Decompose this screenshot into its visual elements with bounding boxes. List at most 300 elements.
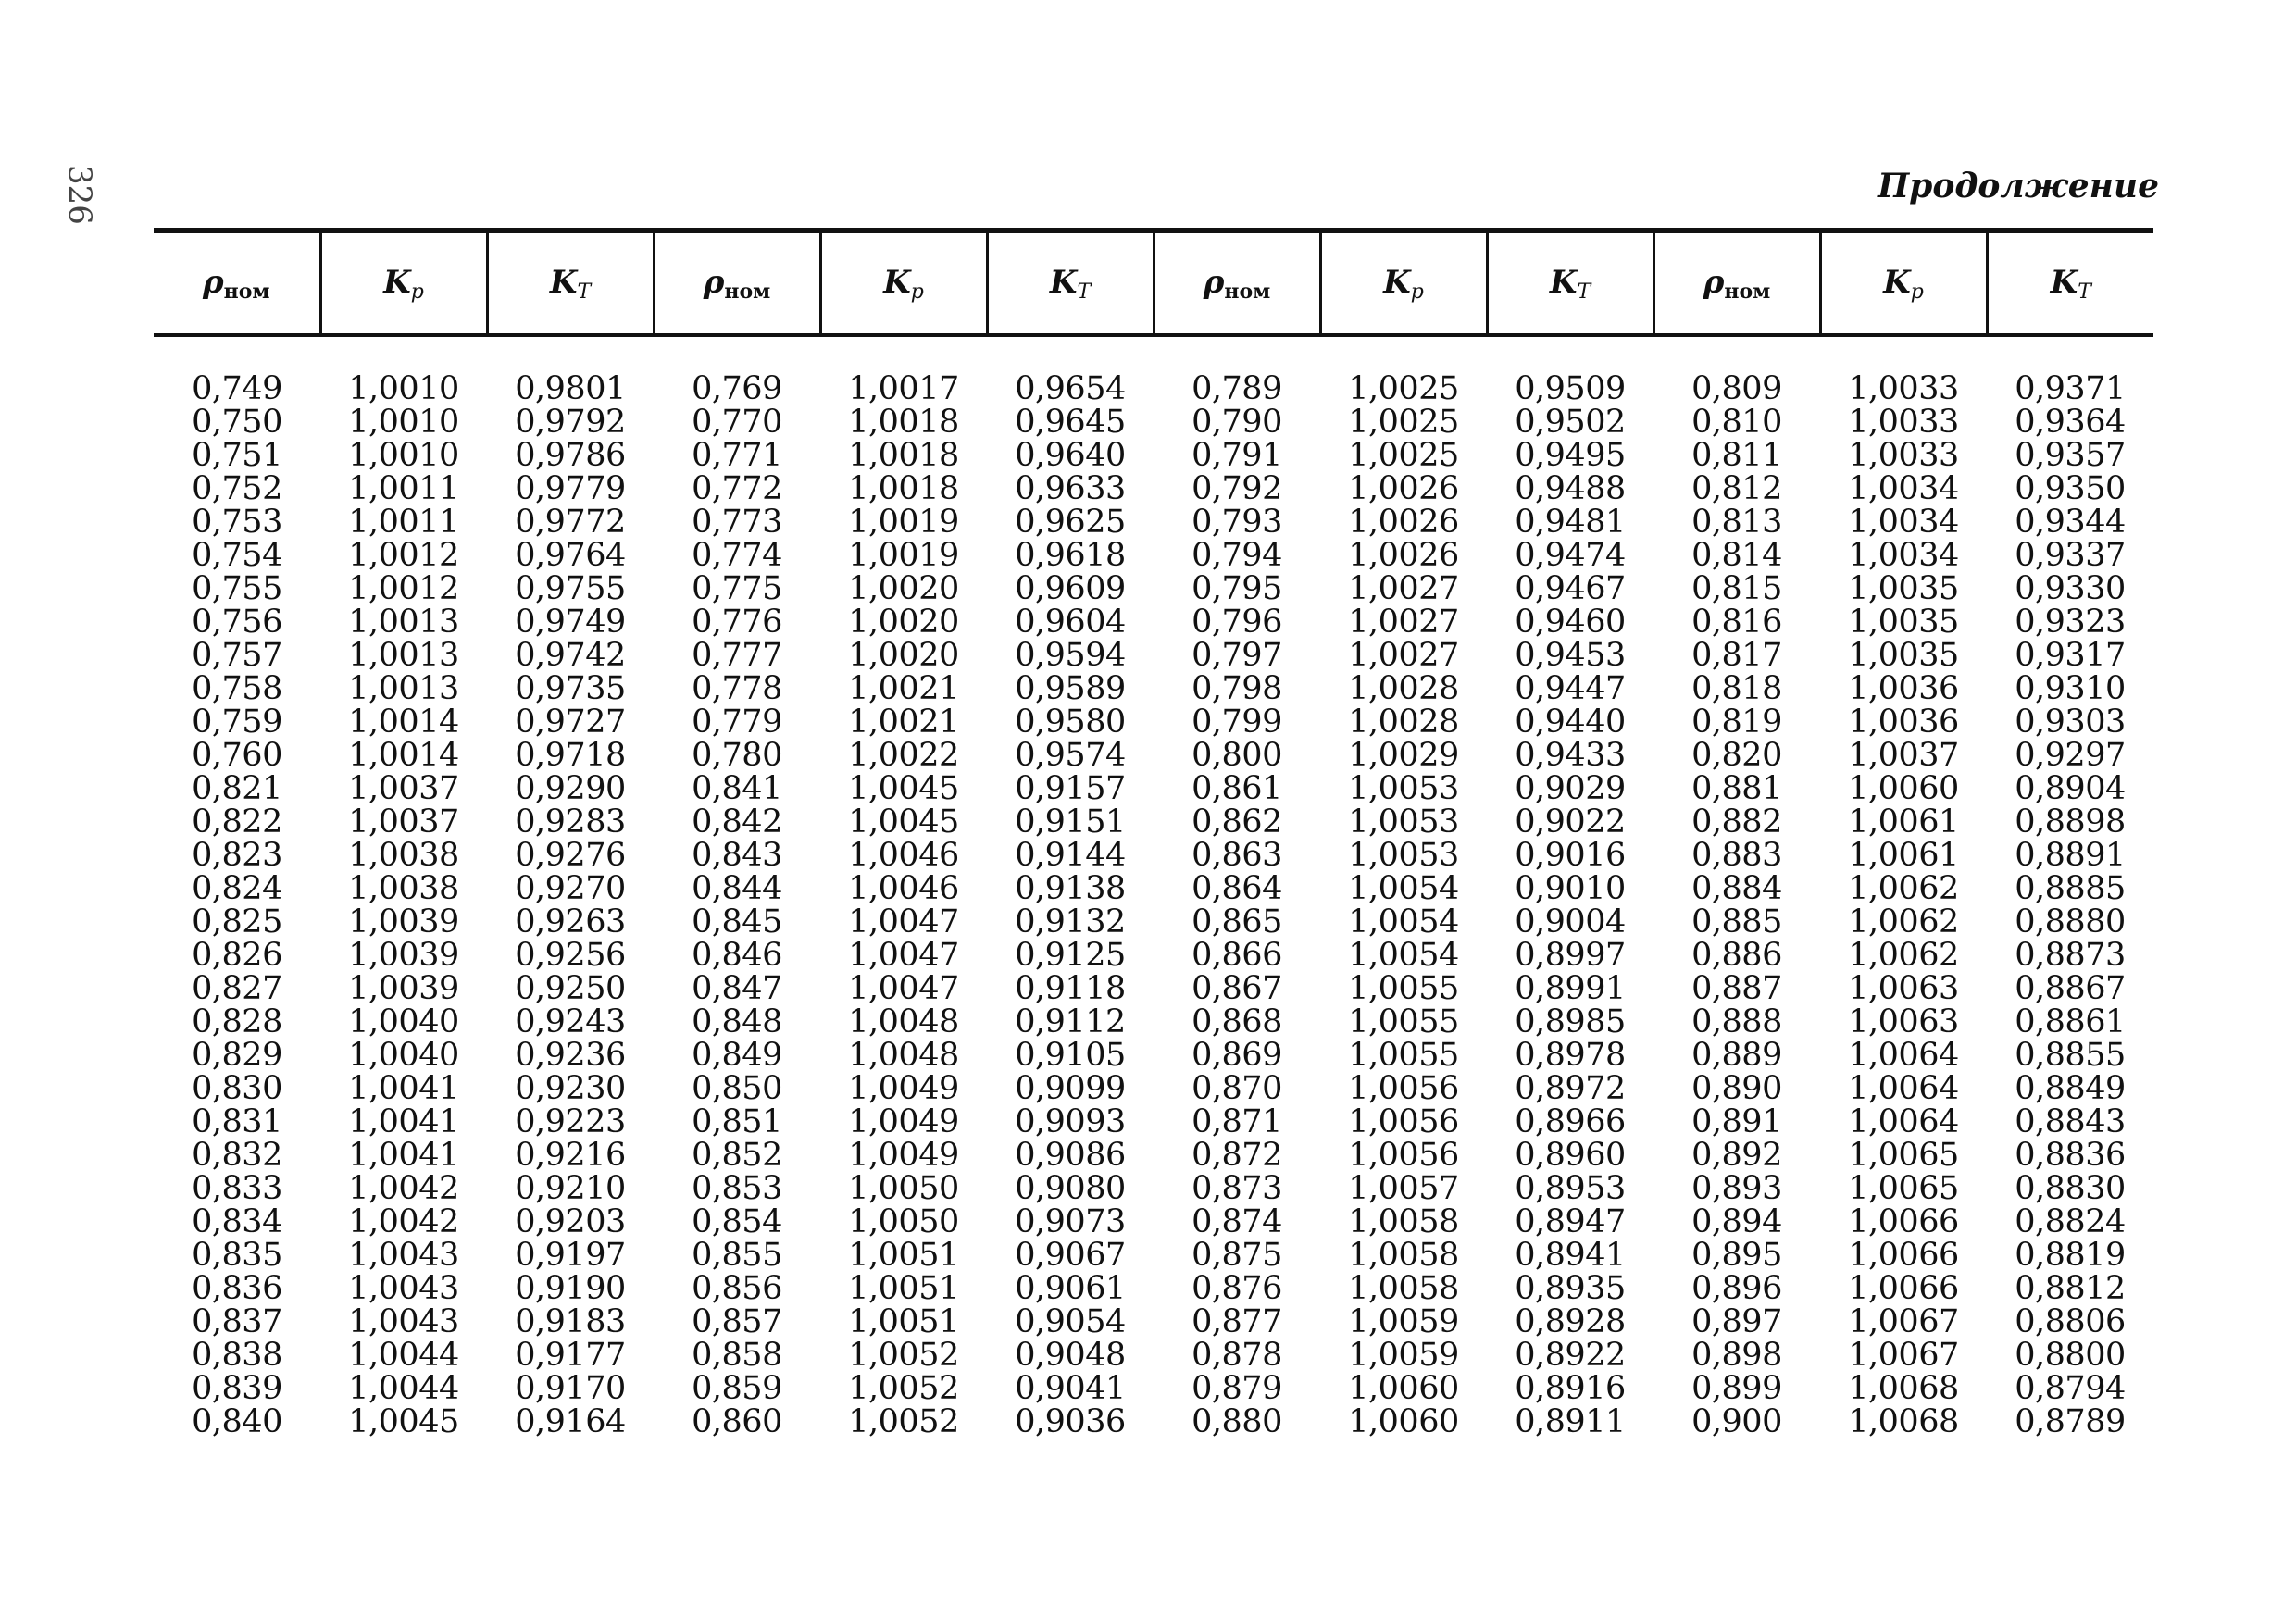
table-cell: 0,858 xyxy=(692,1337,782,1374)
table-row xyxy=(154,739,2153,772)
table-cell: 0,870 xyxy=(1192,1070,1282,1107)
table-cell: 0,9283 xyxy=(515,803,626,841)
table-cell: 0,834 xyxy=(192,1203,282,1240)
table-cell: 0,792 xyxy=(1192,470,1282,507)
table-row xyxy=(154,1172,2153,1205)
table-cell: 0,862 xyxy=(1192,803,1282,841)
table-cell: 1,0025 xyxy=(1348,404,1459,441)
table-cell: 0,9093 xyxy=(1015,1103,1126,1140)
table-cell: 0,774 xyxy=(692,537,782,574)
table-cell: 0,8911 xyxy=(1515,1403,1626,1440)
table-row xyxy=(154,939,2153,972)
table-cell: 0,9029 xyxy=(1515,770,1626,807)
table-cell: 0,9263 xyxy=(515,903,626,940)
table-row xyxy=(154,335,2153,405)
table-cell: 0,9243 xyxy=(515,1003,626,1040)
table-cell: 0,9323 xyxy=(2015,604,2126,641)
table-cell: 1,0062 xyxy=(1848,937,1959,974)
table-cell: 1,0028 xyxy=(1348,704,1459,741)
header-subscript: ном xyxy=(223,279,270,304)
table-cell: 0,842 xyxy=(692,803,782,841)
table-cell: 0,9138 xyxy=(1015,870,1126,907)
table-cell: 0,9118 xyxy=(1015,970,1126,1007)
table-cell: 0,8997 xyxy=(1515,937,1626,974)
table-cell: 0,777 xyxy=(692,637,782,674)
table-cell: 0,9594 xyxy=(1015,637,1126,674)
table-cell: 0,9164 xyxy=(515,1403,626,1440)
table-cell: 0,756 xyxy=(192,604,282,641)
table-cell: 0,9460 xyxy=(1515,604,1626,641)
table-cell: 0,9125 xyxy=(1015,937,1126,974)
column-header xyxy=(654,230,820,335)
table-cell: 1,0054 xyxy=(1348,903,1459,940)
table-row xyxy=(154,839,2153,872)
table-cell: 0,829 xyxy=(192,1037,282,1074)
table-cell: 0,9073 xyxy=(1015,1203,1126,1240)
table-row xyxy=(154,805,2153,839)
table-cell: 0,845 xyxy=(692,903,782,940)
table-cell: 0,882 xyxy=(1691,803,1782,841)
table-cell: 0,9230 xyxy=(515,1070,626,1107)
table-cell: 0,9144 xyxy=(1015,837,1126,874)
table-cell: 1,0038 xyxy=(348,870,459,907)
table-cell: 0,825 xyxy=(192,903,282,940)
table-cell: 0,778 xyxy=(692,670,782,707)
table-cell: 0,794 xyxy=(1192,537,1282,574)
table-row xyxy=(154,872,2153,905)
table-row xyxy=(154,1105,2153,1139)
header-subscript: p xyxy=(1910,280,1924,304)
table-cell: 1,0045 xyxy=(848,770,959,807)
header-subscript: T xyxy=(1077,280,1092,304)
table-cell: 1,0010 xyxy=(348,370,459,407)
table-cell: 0,855 xyxy=(692,1237,782,1274)
table-cell: 0,836 xyxy=(192,1270,282,1307)
table-cell: 0,895 xyxy=(1691,1237,1782,1274)
table-cell: 0,878 xyxy=(1192,1337,1282,1374)
table-cell: 1,0057 xyxy=(1348,1170,1459,1207)
table-cell: 0,843 xyxy=(692,837,782,874)
table-row xyxy=(154,572,2153,605)
table-cell: 1,0026 xyxy=(1348,504,1459,541)
table-cell: 0,8867 xyxy=(2015,970,2126,1007)
table-cell: 0,879 xyxy=(1192,1370,1282,1407)
table-cell: 1,0025 xyxy=(1348,437,1459,474)
table-cell: 0,9041 xyxy=(1015,1370,1126,1407)
table-cell: 0,9203 xyxy=(515,1203,626,1240)
table-cell: 1,0043 xyxy=(348,1270,459,1307)
table-cell: 0,9786 xyxy=(515,437,626,474)
table-cell: 0,9344 xyxy=(2015,504,2126,541)
table-cell: 0,868 xyxy=(1192,1003,1282,1040)
table-cell: 0,9216 xyxy=(515,1137,626,1174)
table-cell: 0,8960 xyxy=(1515,1137,1626,1174)
table-cell: 0,9190 xyxy=(515,1270,626,1307)
table-cell: 0,873 xyxy=(1192,1170,1282,1207)
table-cell: 0,8891 xyxy=(2015,837,2126,874)
table-cell: 0,9604 xyxy=(1015,604,1126,641)
table-cell: 0,776 xyxy=(692,604,782,641)
table-row xyxy=(154,1205,2153,1239)
table-cell: 1,0064 xyxy=(1848,1037,1959,1074)
table-row xyxy=(154,605,2153,639)
header-symbol: K xyxy=(1549,263,1578,301)
table-cell: 1,0052 xyxy=(848,1370,959,1407)
table-cell: 1,0064 xyxy=(1848,1103,1959,1140)
table-cell: 0,849 xyxy=(692,1037,782,1074)
table-cell: 0,875 xyxy=(1192,1237,1282,1274)
header-symbol: K xyxy=(549,263,578,301)
table-cell: 0,779 xyxy=(692,704,782,741)
table-cell: 0,839 xyxy=(192,1370,282,1407)
table-cell: 1,0051 xyxy=(848,1237,959,1274)
table-cell: 0,890 xyxy=(1691,1070,1782,1107)
table-cell: 0,852 xyxy=(692,1137,782,1174)
table-cell: 1,0035 xyxy=(1848,637,1959,674)
table-row xyxy=(154,1272,2153,1305)
table-row xyxy=(154,1372,2153,1405)
table-cell: 1,0021 xyxy=(848,704,959,741)
header-symbol: ρ xyxy=(703,263,725,301)
column-header xyxy=(820,230,987,335)
table-cell: 1,0020 xyxy=(848,637,959,674)
table-cell: 0,9250 xyxy=(515,970,626,1007)
table-cell: 0,832 xyxy=(192,1137,282,1174)
table-cell: 1,0052 xyxy=(848,1403,959,1440)
table-cell: 0,893 xyxy=(1691,1170,1782,1207)
table-cell: 0,9618 xyxy=(1015,537,1126,574)
table-cell: 1,0062 xyxy=(1848,903,1959,940)
table-cell: 0,9080 xyxy=(1015,1170,1126,1207)
table-cell: 1,0019 xyxy=(848,504,959,541)
table-row xyxy=(154,639,2153,672)
table-cell: 0,830 xyxy=(192,1070,282,1107)
table-cell: 1,0066 xyxy=(1848,1203,1959,1240)
table-row xyxy=(154,505,2153,539)
table-cell: 1,0051 xyxy=(848,1270,959,1307)
table-cell: 0,9086 xyxy=(1015,1137,1126,1174)
data-table-container xyxy=(154,228,2153,1438)
table-cell: 0,798 xyxy=(1192,670,1282,707)
table-cell: 0,9061 xyxy=(1015,1270,1126,1307)
table-cell: 1,0058 xyxy=(1348,1203,1459,1240)
table-cell: 0,8904 xyxy=(2015,770,2126,807)
table-cell: 0,9801 xyxy=(515,370,626,407)
table-cell: 0,854 xyxy=(692,1203,782,1240)
table-cell: 0,9357 xyxy=(2015,437,2126,474)
header-symbol: ρ xyxy=(1203,263,1225,301)
table-cell: 0,9453 xyxy=(1515,637,1626,674)
table-cell: 1,0046 xyxy=(848,837,959,874)
table-cell: 1,0034 xyxy=(1848,504,1959,541)
table-cell: 0,851 xyxy=(692,1103,782,1140)
table-cell: 1,0020 xyxy=(848,604,959,641)
table-cell: 0,755 xyxy=(192,570,282,607)
table-cell: 1,0066 xyxy=(1848,1237,1959,1274)
table-cell: 1,0025 xyxy=(1348,370,1459,407)
table-cell: 1,0044 xyxy=(348,1370,459,1407)
table-cell: 1,0028 xyxy=(1348,670,1459,707)
table-cell: 0,9151 xyxy=(1015,803,1126,841)
table-cell: 0,872 xyxy=(1192,1137,1282,1174)
header-subscript: T xyxy=(2078,280,2091,304)
table-row xyxy=(154,1005,2153,1039)
table-cell: 0,9792 xyxy=(515,404,626,441)
table-cell: 0,9157 xyxy=(1015,770,1126,807)
table-cell: 0,820 xyxy=(1691,737,1782,774)
table-cell: 0,9654 xyxy=(1015,370,1126,407)
table-cell: 0,896 xyxy=(1691,1270,1782,1307)
table-cell: 0,846 xyxy=(692,937,782,974)
table-cell: 0,8830 xyxy=(2015,1170,2126,1207)
table-cell: 0,9764 xyxy=(515,537,626,574)
table-cell: 0,9022 xyxy=(1515,803,1626,841)
table-cell: 0,760 xyxy=(192,737,282,774)
table-cell: 1,0058 xyxy=(1348,1237,1459,1274)
table-cell: 1,0027 xyxy=(1348,637,1459,674)
table-cell: 1,0065 xyxy=(1848,1170,1959,1207)
table-cell: 0,9440 xyxy=(1515,704,1626,741)
table-cell: 1,0053 xyxy=(1348,837,1459,874)
table-cell: 0,9467 xyxy=(1515,570,1626,607)
column-header xyxy=(154,230,320,335)
table-cell: 0,9488 xyxy=(1515,470,1626,507)
table-cell: 0,772 xyxy=(692,470,782,507)
table-cell: 1,0068 xyxy=(1848,1403,1959,1440)
table-cell: 0,795 xyxy=(1192,570,1282,607)
table-cell: 0,9276 xyxy=(515,837,626,874)
table-cell: 0,877 xyxy=(1192,1303,1282,1340)
table-cell: 1,0037 xyxy=(348,803,459,841)
header-symbol: K xyxy=(2050,263,2078,301)
table-cell: 0,8953 xyxy=(1515,1170,1626,1207)
table-cell: 0,9170 xyxy=(515,1370,626,1407)
table-cell: 0,9317 xyxy=(2015,637,2126,674)
table-cell: 0,775 xyxy=(692,570,782,607)
table-cell: 0,9183 xyxy=(515,1303,626,1340)
table-cell: 1,0045 xyxy=(348,1403,459,1440)
table-cell: 0,9054 xyxy=(1015,1303,1126,1340)
column-header xyxy=(320,230,487,335)
table-cell: 1,0033 xyxy=(1848,370,1959,407)
table-cell: 0,8991 xyxy=(1515,970,1626,1007)
table-cell: 0,751 xyxy=(192,437,282,474)
header-symbol: ρ xyxy=(202,263,224,301)
table-cell: 1,0013 xyxy=(348,637,459,674)
table-cell: 1,0020 xyxy=(848,570,959,607)
table-cell: 0,753 xyxy=(192,504,282,541)
table-cell: 0,8972 xyxy=(1515,1070,1626,1107)
table-cell: 1,0054 xyxy=(1348,937,1459,974)
table-cell: 1,0062 xyxy=(1848,870,1959,907)
table-cell: 0,8843 xyxy=(2015,1103,2126,1140)
table-cell: 0,883 xyxy=(1691,837,1782,874)
table-cell: 1,0041 xyxy=(348,1103,459,1140)
table-cell: 1,0026 xyxy=(1348,470,1459,507)
table-cell: 0,770 xyxy=(692,404,782,441)
table-cell: 0,814 xyxy=(1691,537,1782,574)
table-cell: 0,8947 xyxy=(1515,1203,1626,1240)
table-cell: 0,789 xyxy=(1192,370,1282,407)
table-cell: 0,9236 xyxy=(515,1037,626,1074)
table-cell: 0,8873 xyxy=(2015,937,2126,974)
table-row xyxy=(154,439,2153,472)
table-cell: 0,8985 xyxy=(1515,1003,1626,1040)
table-cell: 1,0056 xyxy=(1348,1103,1459,1140)
table-cell: 0,9303 xyxy=(2015,704,2126,741)
table-cell: 0,826 xyxy=(192,937,282,974)
table-cell: 0,867 xyxy=(1192,970,1282,1007)
table-cell: 0,799 xyxy=(1192,704,1282,741)
table-row xyxy=(154,972,2153,1005)
table-cell: 0,897 xyxy=(1691,1303,1782,1340)
table-cell: 0,773 xyxy=(692,504,782,541)
table-cell: 0,9718 xyxy=(515,737,626,774)
header-subscript: p xyxy=(410,280,424,304)
table-cell: 0,9330 xyxy=(2015,570,2126,607)
table-cell: 1,0014 xyxy=(348,737,459,774)
table-cell: 0,9727 xyxy=(515,704,626,741)
table-cell: 1,0040 xyxy=(348,1037,459,1074)
table-cell: 0,8916 xyxy=(1515,1370,1626,1407)
table-cell: 0,900 xyxy=(1691,1403,1782,1440)
table-cell: 0,891 xyxy=(1691,1103,1782,1140)
table-cell: 0,9016 xyxy=(1515,837,1626,874)
table-cell: 1,0064 xyxy=(1848,1070,1959,1107)
table-cell: 1,0049 xyxy=(848,1137,959,1174)
table-cell: 1,0067 xyxy=(1848,1337,1959,1374)
table-cell: 0,821 xyxy=(192,770,282,807)
table-cell: 0,8806 xyxy=(2015,1303,2126,1340)
table-cell: 1,0060 xyxy=(1848,770,1959,807)
table-cell: 0,859 xyxy=(692,1370,782,1407)
table-cell: 0,827 xyxy=(192,970,282,1007)
table-cell: 0,769 xyxy=(692,370,782,407)
table-cell: 0,9270 xyxy=(515,870,626,907)
table-cell: 0,894 xyxy=(1691,1203,1782,1240)
table-cell: 0,8928 xyxy=(1515,1303,1626,1340)
table-row xyxy=(154,472,2153,505)
table-cell: 0,856 xyxy=(692,1270,782,1307)
table-row xyxy=(154,539,2153,572)
table-cell: 0,9589 xyxy=(1015,670,1126,707)
header-symbol: K xyxy=(383,263,411,301)
table-cell: 1,0056 xyxy=(1348,1137,1459,1174)
table-cell: 0,838 xyxy=(192,1337,282,1374)
table-row xyxy=(154,772,2153,805)
column-header xyxy=(1653,230,1820,335)
table-cell: 1,0055 xyxy=(1348,1003,1459,1040)
table-cell: 0,780 xyxy=(692,737,782,774)
header-subscript: ном xyxy=(1724,279,1771,304)
table-cell: 0,8789 xyxy=(2015,1403,2126,1440)
table-cell: 0,790 xyxy=(1192,404,1282,441)
table-cell: 0,815 xyxy=(1691,570,1782,607)
table-cell: 0,863 xyxy=(1192,837,1282,874)
table-cell: 0,9749 xyxy=(515,604,626,641)
table-cell: 0,750 xyxy=(192,404,282,441)
table-cell: 0,899 xyxy=(1691,1370,1782,1407)
header-symbol: ρ xyxy=(1703,263,1725,301)
table-cell: 1,0039 xyxy=(348,903,459,940)
table-cell: 0,9004 xyxy=(1515,903,1626,940)
table-cell: 1,0037 xyxy=(1848,737,1959,774)
table-cell: 1,0041 xyxy=(348,1137,459,1174)
table-cell: 0,9625 xyxy=(1015,504,1126,541)
table-cell: 1,0033 xyxy=(1848,437,1959,474)
table-cell: 0,8922 xyxy=(1515,1337,1626,1374)
header-symbol: K xyxy=(1383,263,1411,301)
table-cell: 0,9364 xyxy=(2015,404,2126,441)
table-cell: 1,0049 xyxy=(848,1103,959,1140)
table-cell: 0,9742 xyxy=(515,637,626,674)
table-cell: 0,8978 xyxy=(1515,1037,1626,1074)
table-cell: 0,819 xyxy=(1691,704,1782,741)
table-cell: 1,0037 xyxy=(348,770,459,807)
table-cell: 1,0067 xyxy=(1848,1303,1959,1340)
table-cell: 0,9337 xyxy=(2015,537,2126,574)
table-cell: 0,9609 xyxy=(1015,570,1126,607)
header-subscript: ном xyxy=(1224,279,1271,304)
table-cell: 1,0011 xyxy=(348,470,459,507)
table-row xyxy=(154,405,2153,439)
table-cell: 1,0034 xyxy=(1848,537,1959,574)
table-cell: 1,0046 xyxy=(848,870,959,907)
table-cell: 0,887 xyxy=(1691,970,1782,1007)
table-cell: 1,0035 xyxy=(1848,570,1959,607)
table-cell: 0,837 xyxy=(192,1303,282,1340)
table-cell: 1,0044 xyxy=(348,1337,459,1374)
table-cell: 1,0014 xyxy=(348,704,459,741)
table-cell: 1,0065 xyxy=(1848,1137,1959,1174)
table-cell: 1,0033 xyxy=(1848,404,1959,441)
table-cell: 1,0039 xyxy=(348,970,459,1007)
table-cell: 0,8819 xyxy=(2015,1237,2126,1274)
table-cell: 1,0036 xyxy=(1848,704,1959,741)
page-number: 326 xyxy=(61,165,98,225)
table-cell: 0,869 xyxy=(1192,1037,1282,1074)
table-cell: 0,9256 xyxy=(515,937,626,974)
table-cell: 0,866 xyxy=(1192,937,1282,974)
table-cell: 0,9580 xyxy=(1015,704,1126,741)
table-cell: 0,771 xyxy=(692,437,782,474)
table-cell: 0,9290 xyxy=(515,770,626,807)
header-symbol: K xyxy=(1049,263,1078,301)
table-cell: 1,0042 xyxy=(348,1203,459,1240)
table-cell: 0,9433 xyxy=(1515,737,1626,774)
table-cell: 0,823 xyxy=(192,837,282,874)
table-cell: 0,791 xyxy=(1192,437,1282,474)
table-cell: 1,0056 xyxy=(1348,1070,1459,1107)
table-cell: 0,9481 xyxy=(1515,504,1626,541)
table-cell: 0,818 xyxy=(1691,670,1782,707)
table-cell: 0,9645 xyxy=(1015,404,1126,441)
table-cell: 0,9509 xyxy=(1515,370,1626,407)
table-cell: 0,8861 xyxy=(2015,1003,2126,1040)
table-cell: 0,853 xyxy=(692,1170,782,1207)
table-cell: 1,0054 xyxy=(1348,870,1459,907)
table-cell: 0,809 xyxy=(1691,370,1782,407)
table-cell: 1,0026 xyxy=(1348,537,1459,574)
table-cell: 1,0063 xyxy=(1848,1003,1959,1040)
table-cell: 0,841 xyxy=(692,770,782,807)
table-cell: 0,9197 xyxy=(515,1237,626,1274)
table-cell: 1,0059 xyxy=(1348,1303,1459,1340)
table-cell: 1,0042 xyxy=(348,1170,459,1207)
table-cell: 0,860 xyxy=(692,1403,782,1440)
table-cell: 0,8794 xyxy=(2015,1370,2126,1407)
table-cell: 0,8885 xyxy=(2015,870,2126,907)
